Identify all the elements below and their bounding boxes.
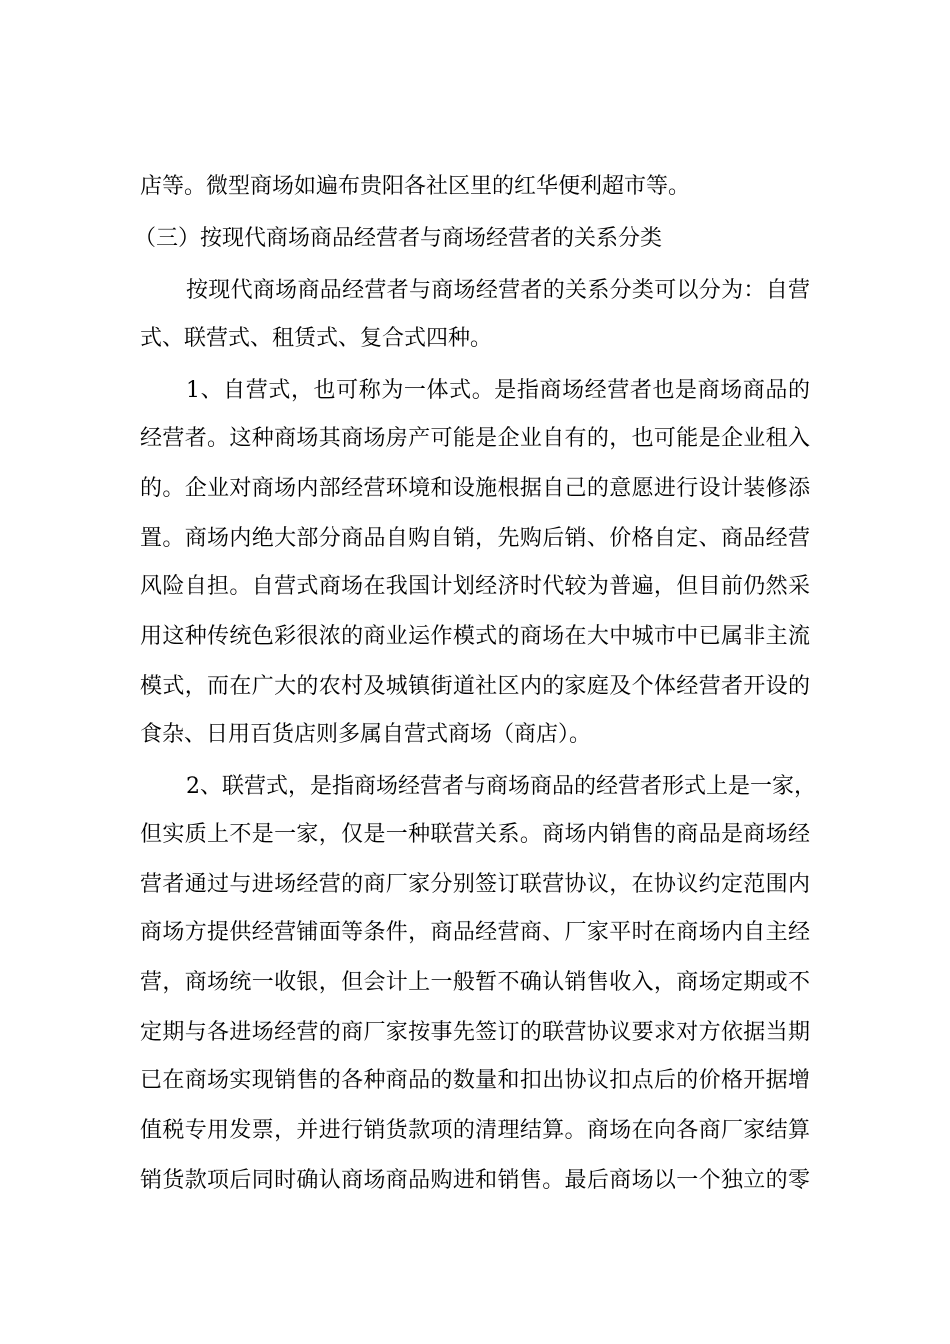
body-text-line: 但实质上不是一家，仅是一种联营关系。商场内销售的商品是商场经	[140, 822, 810, 847]
body-text-line: 按现代商场商品经营者与商场经营者的关系分类可以分为：自营	[186, 278, 810, 303]
body-text-line: 置。商场内绝大部分商品自购自销，先购后销、价格自定、商品经营	[140, 526, 810, 551]
body-text-line: 商场方提供经营铺面等条件，商品经营商、厂家平时在商场内自主经	[140, 920, 810, 945]
body-text-line: 食杂、日用百货店则多属自营式商场（商店）。	[140, 722, 592, 747]
body-text-line: 营者通过与进场经营的商厂家分别签订联营协议，在协议约定范围内	[140, 872, 810, 897]
body-text-line: 已在商场实现销售的各种商品的数量和扣出协议扣点后的价格开据增	[140, 1068, 810, 1093]
body-text-line: 营，商场统一收银，但会计上一般暂不确认销售收入，商场定期或不	[140, 970, 810, 995]
body-text-line: 销货款项后同时确认商场商品购进和销售。最后商场以一个独立的零	[140, 1168, 810, 1193]
body-text-line: 2、联营式，是指商场经营者与商场商品的经营者形式上是一家，	[186, 774, 816, 799]
section-heading: （三）按现代商场商品经营者与商场经营者的关系分类	[134, 226, 663, 251]
body-text-line: 店等。微型商场如遍布贵阳各社区里的红华便利超市等。	[140, 174, 691, 199]
body-text-line: 值税专用发票，并进行销货款项的清理结算。商场在向各商厂家结算	[140, 1118, 810, 1143]
body-text-line: 定期与各进场经营的商厂家按事先签订的联营协议要求对方依据当期	[140, 1020, 810, 1045]
body-text-line: 1、自营式，也可称为一体式。是指商场经营者也是商场商品的	[186, 378, 810, 403]
body-text-line: 的。企业对商场内部经营环境和设施根据自己的意愿进行设计装修添	[140, 476, 810, 501]
body-text-line: 模式，而在广大的农村及城镇街道社区内的家庭及个体经营者开设的	[140, 674, 810, 699]
body-text-line: 用这种传统色彩很浓的商业运作模式的商场在大中城市中已属非主流	[140, 624, 810, 649]
body-text-line: 风险自担。自营式商场在我国计划经济时代较为普遍，但目前仍然采	[140, 574, 810, 599]
body-text-line: 经营者。这种商场其商场房产可能是企业自有的，也可能是企业租入	[140, 426, 810, 451]
body-text-line: 式、联营式、租赁式、复合式四种。	[140, 326, 493, 351]
